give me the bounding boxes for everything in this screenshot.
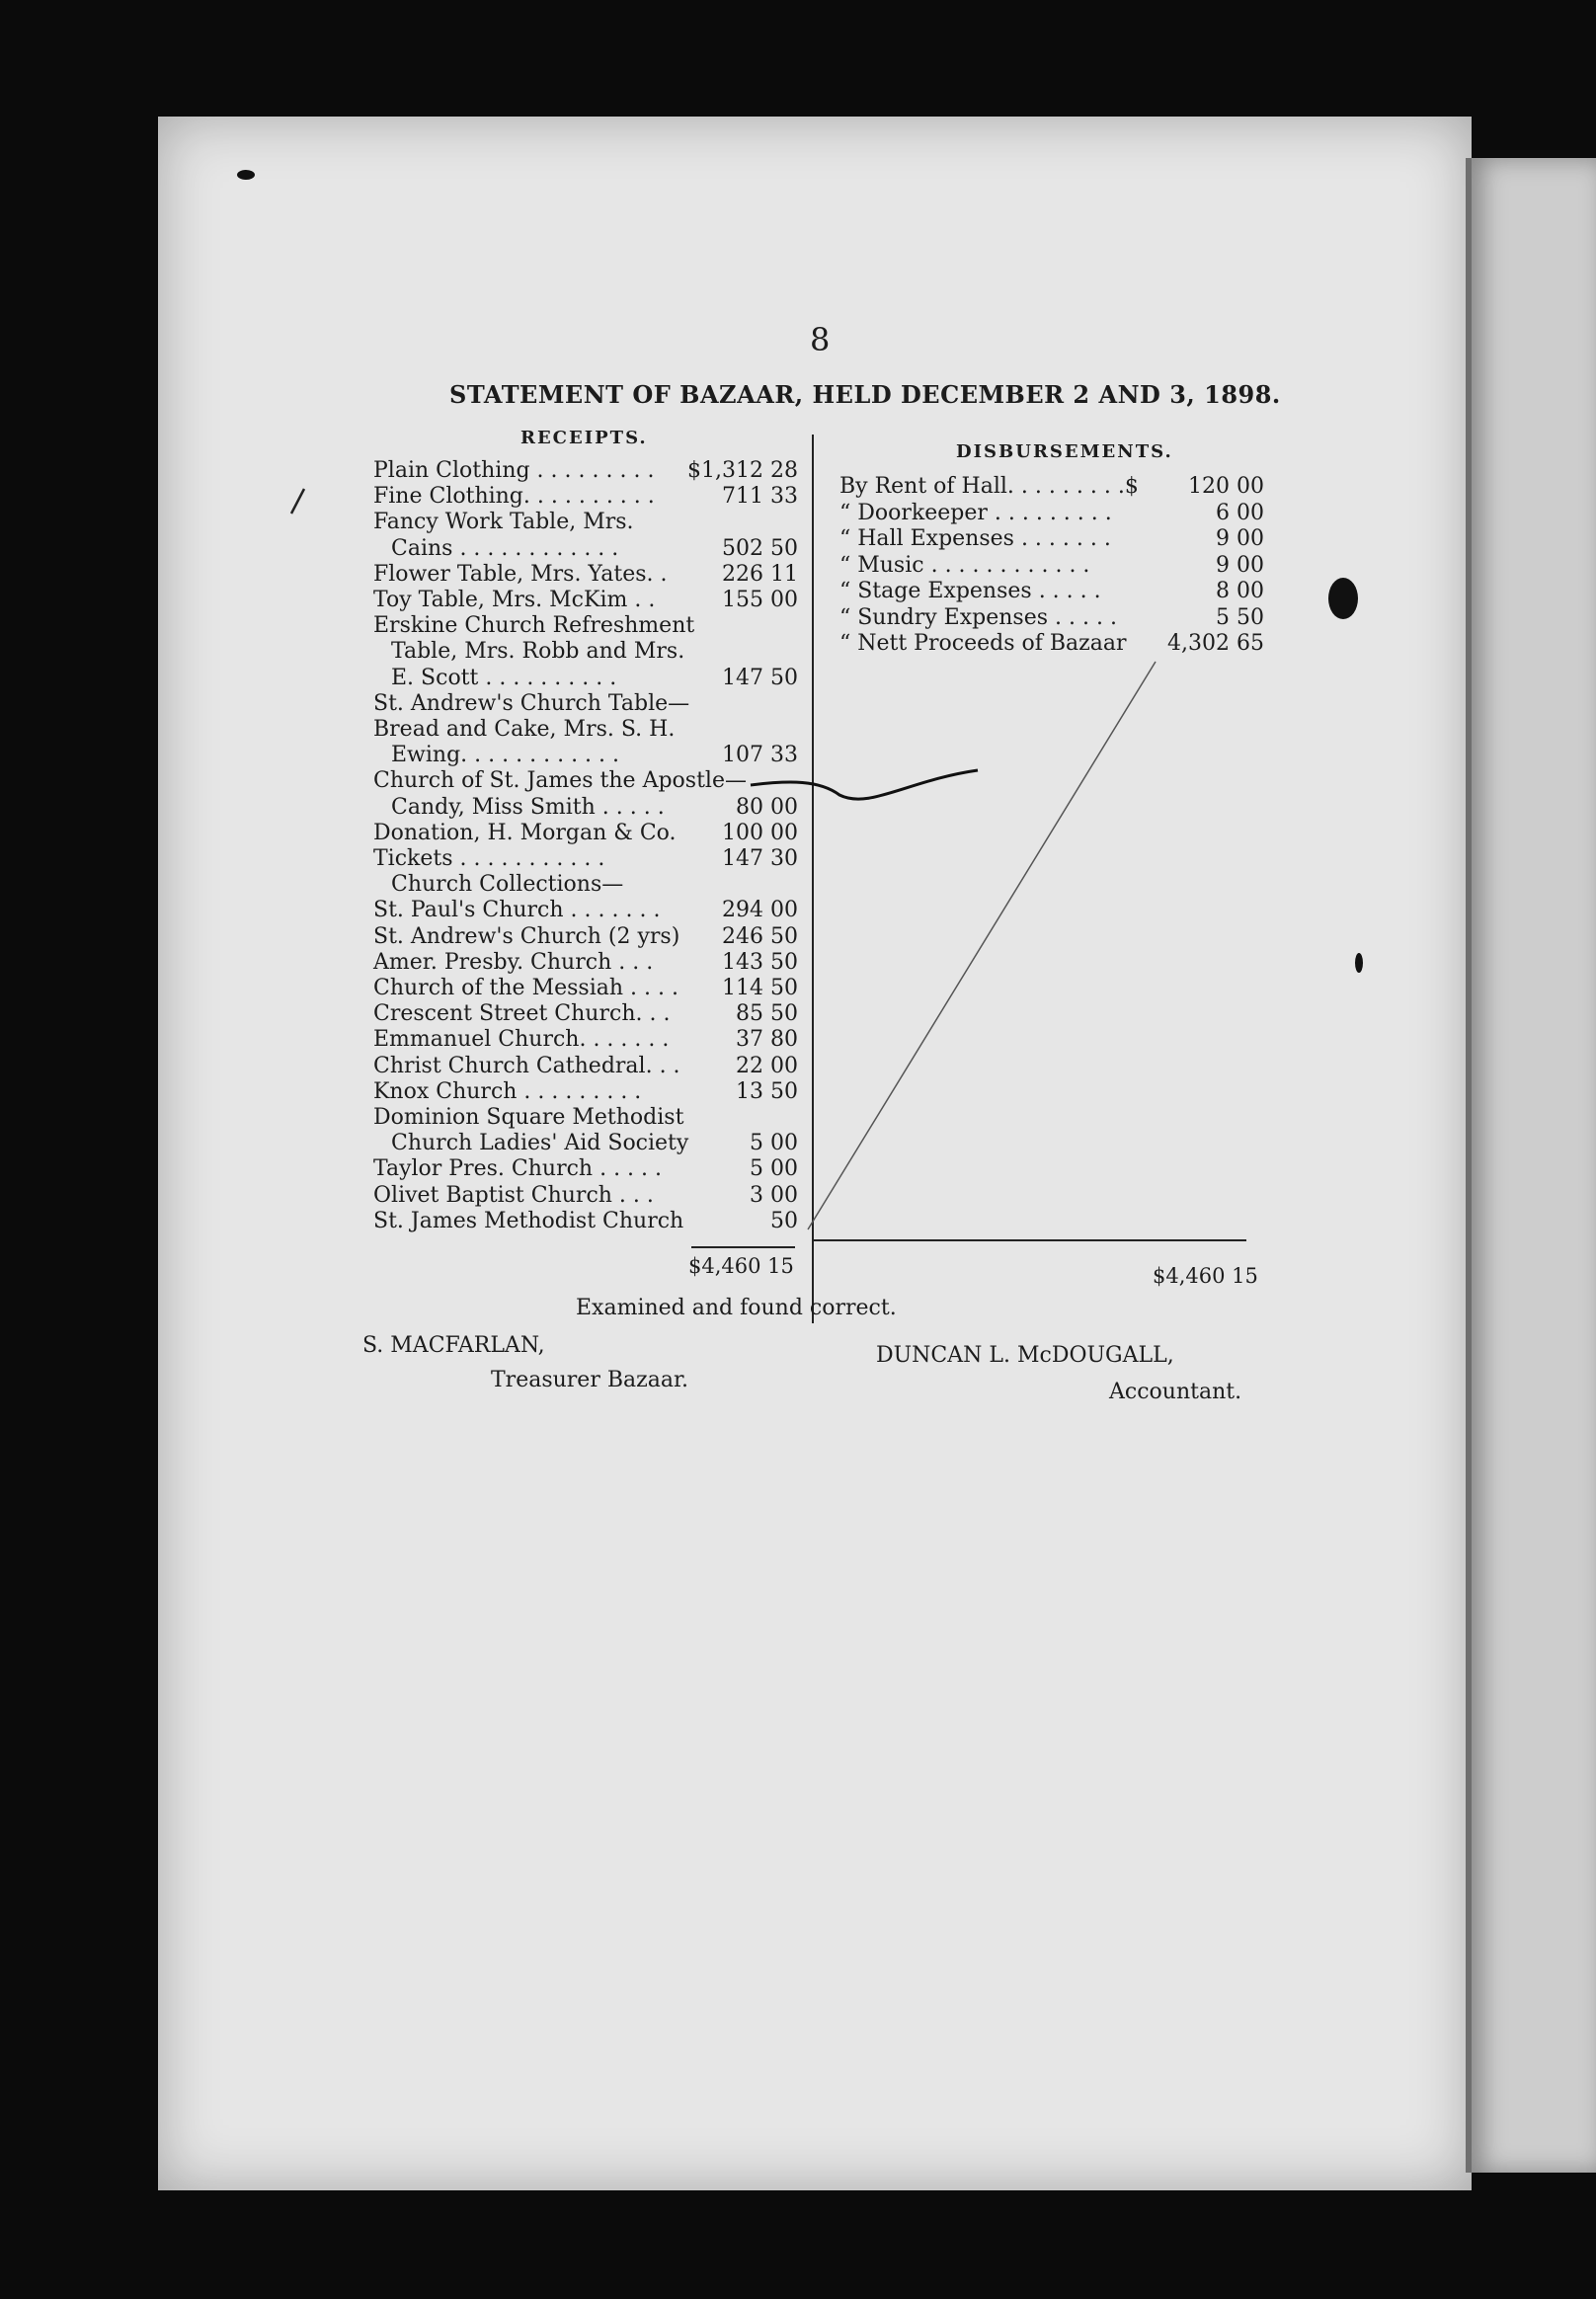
disbursements-heading: DISBURSEMENTS. [956, 441, 1173, 462]
receipts-row-label: Taylor Pres. Church . . . . . [373, 1156, 663, 1182]
receipts-row-amount: 147 50 [722, 665, 798, 690]
receipts-row-amount: 143 50 [722, 949, 798, 975]
receipts-row-amount: 3 00 [750, 1182, 798, 1208]
ink-blot [1328, 578, 1358, 619]
receipts-row-label: Christ Church Cathedral. . . [373, 1053, 680, 1078]
disbursements-row-label: “ Hall Expenses . . . . . . . [839, 526, 1111, 551]
receipts-row-label: St. Andrew's Church (2 yrs) [373, 923, 680, 949]
receipts-row-label: Cains . . . . . . . . . . . . [391, 535, 619, 561]
receipts-row-amount: 711 33 [722, 484, 798, 510]
receipts-row-amount: 5 00 [750, 1156, 798, 1182]
receipts-row-label: Church of St. James the Apostle— [373, 768, 747, 794]
receipts-row-label: E. Scott . . . . . . . . . . [391, 665, 617, 690]
receipts-row-amount: 22 00 [736, 1053, 798, 1078]
receipts-row-label: Church Ladies' Aid Society [391, 1131, 689, 1156]
receipts-row-amount: 13 50 [736, 1078, 798, 1104]
receipts-row-label: Fine Clothing. . . . . . . . . . [373, 484, 655, 510]
receipts-row-label: Candy, Miss Smith . . . . . [391, 794, 665, 820]
disbursements-row-label: “ Sundry Expenses . . . . . [839, 604, 1117, 630]
receipts-row-label: Plain Clothing . . . . . . . . . [373, 458, 655, 483]
receipts-row-label: Emmanuel Church. . . . . . . [373, 1027, 670, 1053]
receipts-row-label: Olivet Baptist Church . . . [373, 1182, 654, 1208]
examined-note: Examined and found correct. [576, 1296, 897, 1320]
disbursements-row-amount: 120 00 [1188, 474, 1264, 499]
receipts-row-amount: 100 00 [722, 820, 798, 845]
disbursements-row-amount: 8 00 [1216, 579, 1264, 603]
receipts-row-label: Crescent Street Church. . . [373, 1001, 671, 1027]
receipts-row-label: Table, Mrs. Robb and Mrs. [391, 639, 685, 665]
receipts-row-label: Church of the Messiah . . . . [373, 976, 678, 1000]
receipts-row-amount: 246 50 [722, 923, 798, 949]
receipts-row-label: Tickets . . . . . . . . . . . [373, 846, 605, 871]
receipts-row-label: Bread and Cake, Mrs. S. H. [373, 717, 676, 742]
receipts-row-amount: 294 00 [722, 898, 798, 923]
cancel-line [808, 662, 1156, 1229]
treasurer-title: Treasurer Bazaar. [491, 1368, 689, 1392]
disbursements-row-amount: 6 00 [1216, 500, 1264, 525]
disbursements-row-label: “ Nett Proceeds of Bazaar [839, 631, 1127, 656]
disbursements-total: $4,460 15 [1153, 1264, 1258, 1288]
ink-speck [237, 170, 255, 180]
disbursements-row-label: “ Stage Expenses . . . . . [839, 579, 1101, 603]
disbursements-row-label: “ Music . . . . . . . . . . . . [839, 552, 1090, 578]
receipts-row-label: St. Andrew's Church Table— [373, 690, 690, 716]
receipts-row-label: St. Paul's Church . . . . . . . [373, 898, 661, 923]
receipts-row-amount: 37 80 [736, 1027, 798, 1053]
statement-title: STATEMENT OF BAZAAR, HELD DECEMBER 2 AND 3, 1898. [449, 380, 1281, 409]
disbursements-row-label: By Rent of Hall. . . . . . . . .$ [839, 474, 1139, 499]
disbursements-row-amount: 9 00 [1216, 526, 1264, 551]
receipts-row-label: Knox Church . . . . . . . . . [373, 1078, 642, 1104]
receipts-row-amount: 502 50 [722, 535, 798, 561]
receipts-row-amount: 226 11 [722, 561, 798, 587]
receipts-row-label: Fancy Work Table, Mrs. [373, 510, 634, 535]
receipts-heading: RECEIPTS. [520, 428, 648, 448]
receipts-row-label: Church Collections— [391, 872, 624, 898]
page-number: 8 [810, 321, 831, 358]
receipts-row-label: Flower Table, Mrs. Yates. . [373, 561, 668, 587]
receipts-row-amount: 5 00 [750, 1131, 798, 1156]
receipts-row-amount: 147 30 [722, 846, 798, 871]
accountant-name: DUNCAN L. McDOUGALL, [876, 1343, 1174, 1368]
receipts-row-label: St. James Methodist Church [373, 1208, 684, 1233]
receipts-row-label: Erskine Church Refreshment [373, 613, 695, 639]
disbursements-row-amount: 9 00 [1216, 552, 1264, 578]
disbursements-row-amount: 4,302 65 [1167, 631, 1264, 656]
disbursements-row-label: “ Doorkeeper . . . . . . . . . [839, 500, 1112, 525]
treasurer-name: S. MACFARLAN, [362, 1333, 545, 1358]
receipts-row-amount: 80 00 [736, 794, 798, 820]
receipts-row-label: Toy Table, Mrs. McKim . . [373, 588, 656, 612]
receipts-row-label: Ewing. . . . . . . . . . . . [391, 743, 620, 768]
receipts-row-label: Amer. Presby. Church . . . [373, 949, 654, 975]
accountant-title: Accountant. [1109, 1380, 1242, 1404]
receipts-row-amount: 85 50 [736, 1001, 798, 1027]
ink-stroke [751, 770, 978, 799]
receipts-row-amount: 107 33 [722, 743, 798, 768]
receipts-row-label: Donation, H. Morgan & Co. [373, 820, 677, 845]
receipts-row-amount: 50 [770, 1208, 798, 1233]
ink-tick [291, 489, 304, 514]
receipts-row-label: Dominion Square Methodist [373, 1105, 684, 1130]
disbursements-row-amount: 5 50 [1216, 604, 1264, 630]
ink-speck [1355, 953, 1363, 973]
receipts-total: $4,460 15 [688, 1254, 794, 1278]
receipts-row-amount: $1,312 28 [687, 458, 798, 483]
receipts-row-amount: 155 00 [722, 588, 798, 612]
receipts-row-amount: 114 50 [722, 976, 798, 1000]
